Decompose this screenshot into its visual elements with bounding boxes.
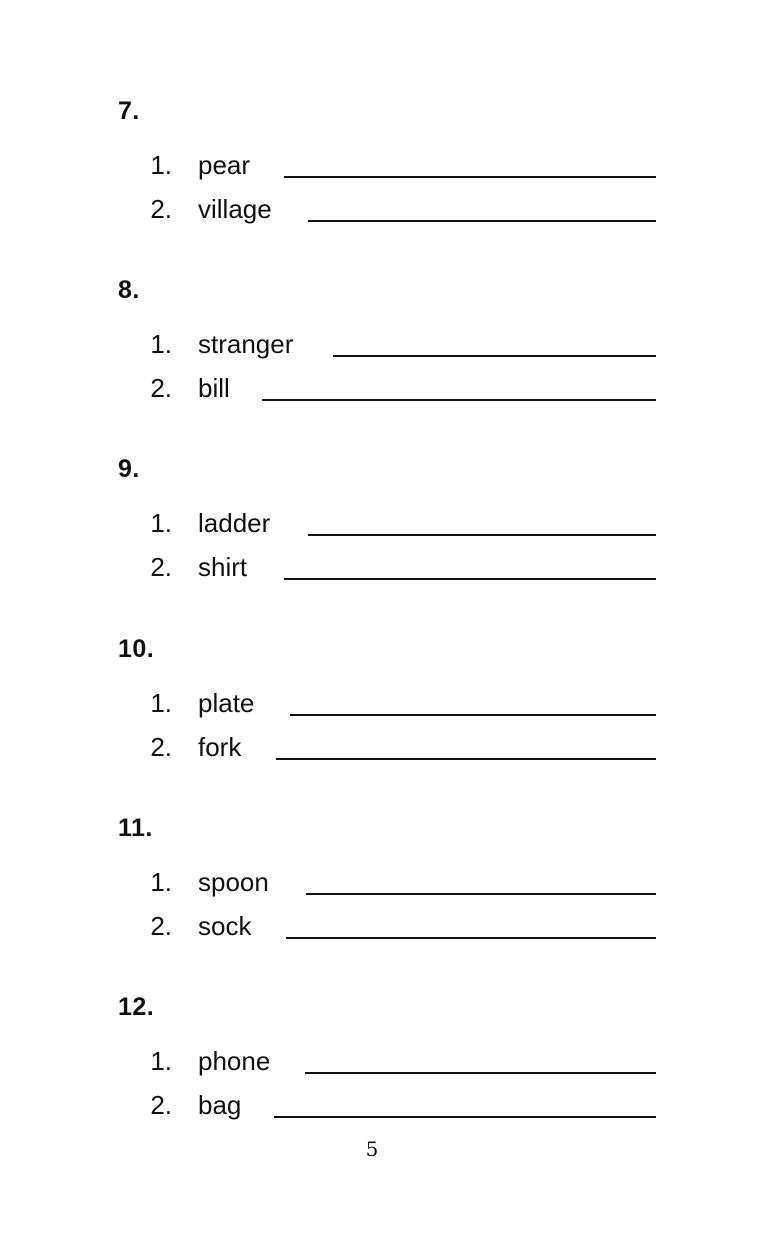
list-item	[0, 550, 768, 584]
answer-blank[interactable]	[290, 714, 656, 716]
list-item	[0, 148, 768, 182]
item-number: 1.	[150, 1046, 172, 1076]
question-number: 12.	[118, 993, 155, 1021]
question-number: 7.	[118, 97, 140, 125]
list-item	[0, 506, 768, 540]
item-word: bill	[198, 373, 230, 403]
list-item	[0, 730, 768, 764]
question-number: 8.	[118, 276, 140, 304]
answer-blank[interactable]	[308, 534, 656, 536]
item-word: shirt	[198, 552, 248, 582]
list-item	[0, 371, 768, 405]
list-item	[0, 1044, 768, 1078]
item-word: ladder	[198, 508, 271, 538]
item-number: 2.	[150, 194, 172, 224]
answer-blank[interactable]	[306, 893, 656, 895]
item-word: pear	[198, 150, 251, 180]
answer-blank[interactable]	[305, 1072, 656, 1074]
item-word: stranger	[198, 329, 294, 359]
item-word: fork	[198, 732, 242, 762]
item-word: phone	[198, 1046, 271, 1076]
answer-blank[interactable]	[284, 176, 656, 178]
item-word: bag	[198, 1090, 242, 1120]
question-number: 9.	[118, 455, 140, 483]
item-number: 2.	[150, 552, 172, 582]
list-item	[0, 909, 768, 943]
item-number: 1.	[150, 508, 172, 538]
answer-blank[interactable]	[262, 399, 656, 401]
item-number: 2.	[150, 732, 172, 762]
list-item	[0, 327, 768, 361]
question-number: 11.	[118, 814, 153, 842]
item-word: plate	[198, 688, 255, 718]
item-number: 2.	[150, 911, 172, 941]
item-word: village	[198, 194, 272, 224]
item-number: 1.	[150, 688, 172, 718]
answer-blank[interactable]	[276, 758, 656, 760]
item-number: 1.	[150, 867, 172, 897]
answer-blank[interactable]	[284, 578, 656, 580]
item-number: 2.	[150, 373, 172, 403]
item-word: spoon	[198, 867, 269, 897]
list-item	[0, 686, 768, 720]
answer-blank[interactable]	[286, 937, 656, 939]
item-number: 1.	[150, 329, 172, 359]
item-word: sock	[198, 911, 252, 941]
list-item	[0, 865, 768, 899]
item-number: 2.	[150, 1090, 172, 1120]
list-item	[0, 192, 768, 226]
list-item	[0, 1088, 768, 1122]
item-number: 1.	[150, 150, 172, 180]
question-number: 10.	[118, 635, 155, 663]
answer-blank[interactable]	[274, 1116, 656, 1118]
answer-blank[interactable]	[333, 355, 656, 357]
answer-blank[interactable]	[308, 220, 656, 222]
page-number: 5	[365, 1137, 379, 1161]
